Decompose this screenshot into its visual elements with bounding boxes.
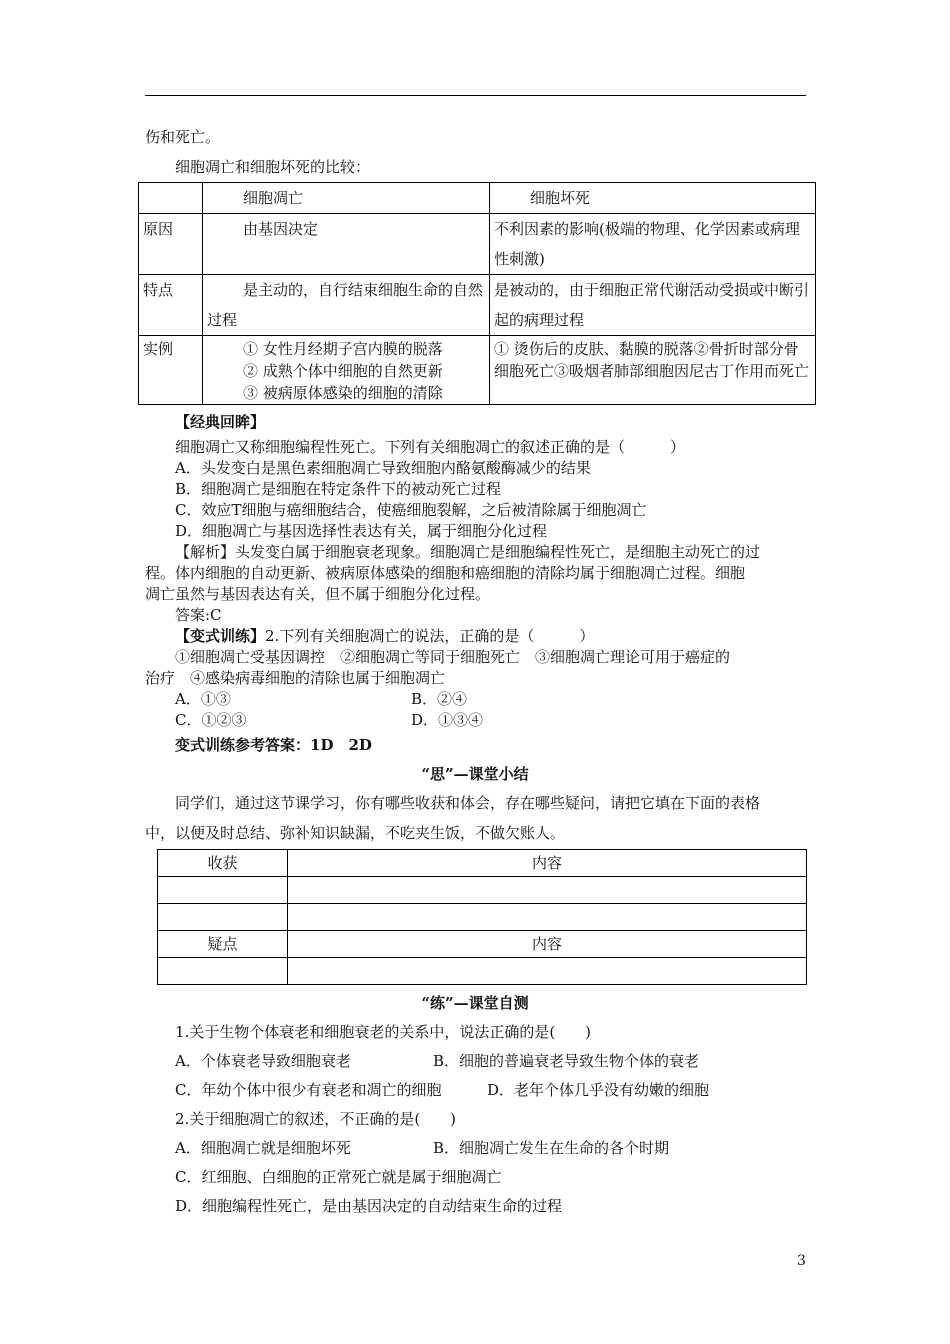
- option-d: D．细胞凋亡与基因选择性表达有关，属于细胞分化过程: [175, 522, 548, 540]
- table-row[interactable]: [158, 877, 807, 904]
- option-d: D．细胞编程性死亡，是由基因决定的自动结束生命的过程: [175, 1197, 563, 1215]
- summary-intro: 同学们，通过这节课学习，你有哪些收获和体会，存在哪些疑问，请把它填在下面的表格: [175, 794, 761, 812]
- option-c: C．①②③: [175, 711, 247, 729]
- content-label: 内容: [288, 850, 807, 877]
- header-empty: [139, 183, 203, 214]
- blank-cell[interactable]: [158, 958, 288, 985]
- page-number: 3: [797, 1253, 806, 1269]
- example-item: ② 成熟个体中细胞的自然更新: [243, 362, 443, 380]
- variant-statements: 治疗 ④感染病毒细胞的清除也属于细胞凋亡: [145, 669, 446, 687]
- analysis-line: 【解析】头发变白属于细胞衰老现象。细胞凋亡是细胞编程性死亡，是细胞主动死亡的过: [175, 543, 761, 561]
- option-d: D．①③④: [411, 711, 484, 729]
- cell-apoptosis: 由基因决定: [203, 214, 490, 275]
- row-label: 实例: [139, 336, 203, 405]
- option-d: D．老年个体几乎没有幼嫩的细胞: [487, 1081, 710, 1099]
- row-label: 特点: [139, 275, 203, 336]
- header-apoptosis: 细胞凋亡: [203, 183, 490, 214]
- content-label: 内容: [288, 931, 807, 958]
- table-header-row: [139, 183, 816, 214]
- option-b: B．②④: [411, 690, 468, 708]
- option-b: B．细胞凋亡是细胞在特定条件下的被动死亡过程: [175, 480, 502, 498]
- table-row: [139, 275, 816, 336]
- analysis-line: 程。体内细胞的自动更新、被病原体感染的细胞和癌细胞的清除均属于细胞凋亡过程。细胞: [145, 564, 746, 582]
- variant-question: 2.下列有关细胞凋亡的说法，正确的是（ ）: [265, 627, 595, 645]
- blank-cell[interactable]: [158, 877, 288, 904]
- option-b: B．细胞凋亡发生在生命的各个时期: [433, 1139, 670, 1157]
- comparison-intro: 细胞凋亡和细胞坏死的比较：: [175, 158, 371, 176]
- table-row[interactable]: [158, 904, 807, 931]
- question-2: 2.关于细胞凋亡的叙述，不正确的是( ): [175, 1110, 457, 1128]
- doubts-label: 疑点: [158, 931, 288, 958]
- classic-review-heading: 【经典回眸】: [175, 413, 266, 431]
- summary-intro: 中，以便及时总结、弥补知识缺漏，不吃夹生饭，不做欠账人。: [145, 824, 566, 842]
- cell-necrosis-examples: ① 烫伤后的皮肤、黏膜的脱落②骨折时部分骨细胞死亡③吸烟者肺部细胞因尼古丁作用而死亡: [490, 336, 816, 405]
- variant-statements: ①细胞凋亡受基因调控 ②细胞凋亡等同于细胞死亡 ③细胞凋亡理论可用于癌症的: [175, 648, 731, 666]
- option-b: B．细胞的普遍衰老导致生物个体的衰老: [433, 1052, 700, 1070]
- gains-label: 收获: [158, 850, 288, 877]
- header-necrosis: 细胞坏死: [490, 183, 816, 214]
- blank-cell[interactable]: [288, 877, 807, 904]
- self-test-title: “练”—课堂自测: [421, 994, 529, 1012]
- answer-key: 变式训练参考答案：1D 2D: [175, 736, 372, 754]
- header-rule: [145, 95, 806, 96]
- table-row: [139, 336, 816, 405]
- option-a: A．细胞凋亡就是细胞坏死: [175, 1139, 351, 1157]
- summary-table: [157, 849, 807, 985]
- table-row: [139, 214, 816, 275]
- option-c: C．效应T细胞与癌细胞结合，使癌细胞裂解，之后被清除属于细胞凋亡: [175, 501, 647, 519]
- cell-apoptosis: 是主动的，自行结束细胞生命的自然过程: [203, 275, 490, 336]
- cell-apoptosis-examples: [203, 336, 490, 405]
- cell-necrosis: 是被动的，由于细胞正常代谢活动受损或中断引起的病理过程: [490, 275, 816, 336]
- table-row: [158, 931, 807, 958]
- question-text: 细胞凋亡又称细胞编程性死亡。下列有关细胞凋亡的叙述正确的是（ ）: [175, 438, 686, 456]
- analysis-line: 凋亡虽然与基因表达有关，但不属于细胞分化过程。: [145, 585, 491, 603]
- table-row[interactable]: [158, 958, 807, 985]
- blank-cell[interactable]: [288, 958, 807, 985]
- option-a: A．①③: [175, 690, 231, 708]
- answer-text: 答案:C: [175, 606, 222, 624]
- variant-question-line: [175, 626, 594, 646]
- option-a: A．头发变白是黑色素细胞凋亡导致细胞内酪氨酸酶减少的结果: [175, 459, 591, 477]
- blank-cell[interactable]: [158, 904, 288, 931]
- continuation-text: 伤和死亡。: [145, 128, 221, 146]
- row-label: 原因: [139, 214, 203, 275]
- example-item: ① 女性月经期子宫内膜的脱落: [243, 340, 443, 358]
- comparison-table: [138, 182, 816, 405]
- question-1: 1.关于生物个体衰老和细胞衰老的关系中，说法正确的是( ): [175, 1023, 592, 1041]
- blank-cell[interactable]: [288, 904, 807, 931]
- option-c: C．红细胞、白细胞的正常死亡就是属于细胞凋亡: [175, 1168, 502, 1186]
- variant-heading: 【变式训练】: [175, 627, 266, 645]
- summary-title: “思”—课堂小结: [421, 765, 529, 783]
- table-row: [158, 850, 807, 877]
- cell-necrosis: 不利因素的影响(极端的物理、化学因素或病理性刺激): [490, 214, 816, 275]
- option-c: C．年幼个体中很少有衰老和凋亡的细胞: [175, 1081, 442, 1099]
- example-item: ③ 被病原体感染的细胞的清除: [243, 384, 443, 402]
- option-a: A．个体衰老导致细胞衰老: [175, 1052, 351, 1070]
